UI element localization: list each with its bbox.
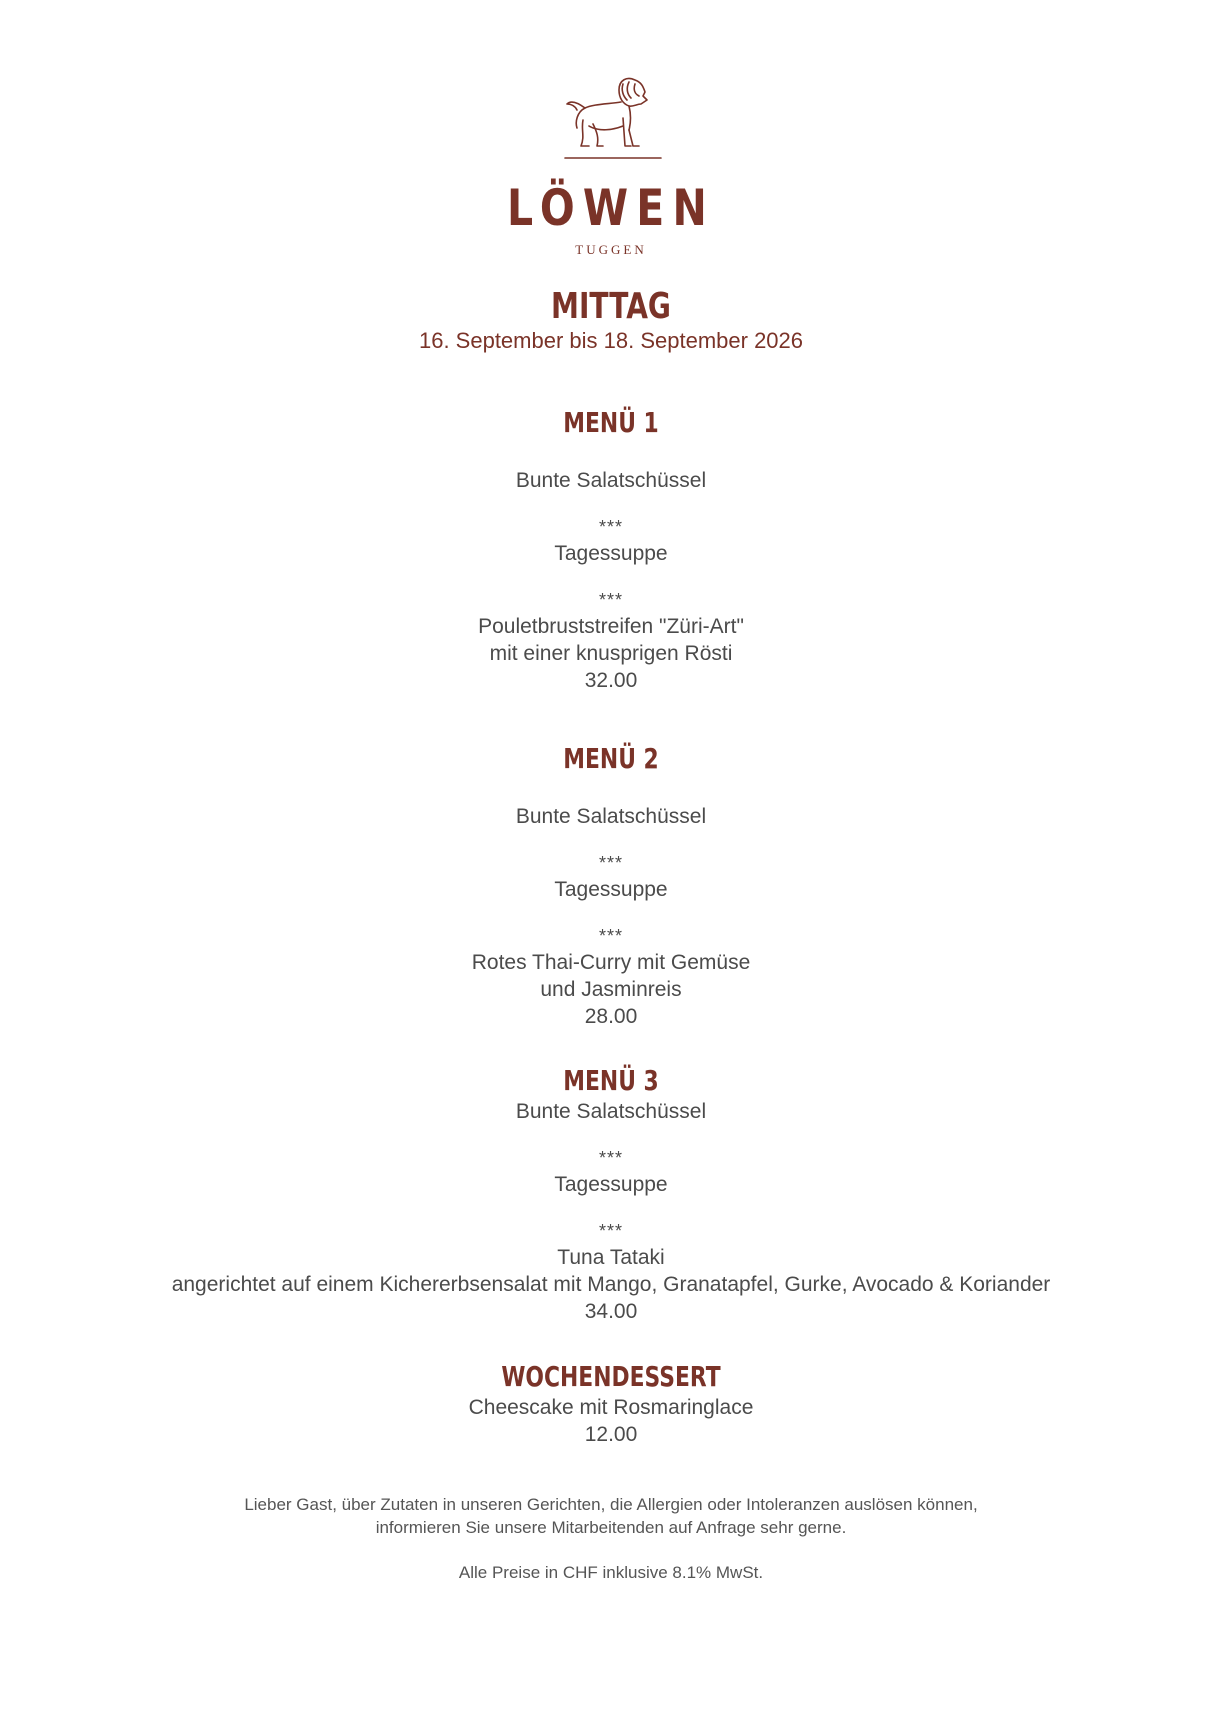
menu-1-starter: Bunte Salatschüssel [515, 469, 707, 492]
allergy-note-line-2: informieren Sie unsere Mitarbeitenden auf Anfrage sehr gerne. [375, 1518, 847, 1537]
date-range: 16. September bis 18. September 2026 [418, 328, 804, 353]
menu-2-main-line-2: und Jasminreis [540, 978, 682, 1001]
menu-1-main-line-2: mit einer knusprigen Rösti [489, 642, 733, 665]
brand-location: TUGGEN [575, 242, 647, 257]
price-note: Alle Preise in CHF inklusive 8.1% MwSt. [458, 1563, 764, 1582]
menu-3-starter: Bunte Salatschüssel [515, 1100, 707, 1123]
page-title: MITTAG [551, 286, 671, 327]
menu-1-soup: Tagessuppe [554, 542, 668, 565]
menu-3-soup: Tagessuppe [554, 1173, 668, 1196]
menu-1-title: MENÜ 1 [563, 406, 659, 439]
menu-1-price: 32.00 [584, 669, 638, 692]
menu-1-separator-2: *** [598, 590, 623, 610]
menu-2-main-line-1: Rotes Thai-Curry mit Gemüse [471, 951, 751, 974]
menu-3-main-line-2: angerichtet auf einem Kichererbsensalat mit Mango, Granatapfel, Gurke, Avocado & Koriander [171, 1273, 1051, 1296]
brand-name: LÖWEN [506, 179, 716, 237]
dessert-title: WOCHENDESSERT [501, 1360, 721, 1393]
menu-1-separator-1: *** [598, 517, 623, 537]
dessert-price: 12.00 [584, 1423, 638, 1446]
menu-3-separator-2: *** [598, 1221, 623, 1241]
menu-2-separator-2: *** [598, 926, 623, 946]
menu-2-price: 28.00 [584, 1005, 638, 1028]
menu-2-starter: Bunte Salatschüssel [515, 805, 707, 828]
menu-3-separator-1: *** [598, 1148, 623, 1168]
dessert-item: Cheescake mit Rosmaringlace [468, 1396, 754, 1419]
menu-3-title: MENÜ 3 [563, 1064, 659, 1097]
lion-icon [563, 74, 663, 168]
menu-1-main-line-1: Pouletbruststreifen "Züri-Art" [478, 615, 744, 638]
menu-2-soup: Tagessuppe [554, 878, 668, 901]
menu-2-title: MENÜ 2 [563, 742, 659, 775]
allergy-note-line-1: Lieber Gast, über Zutaten in unseren Gerichten, die Allergien oder Intoleranzen auslösen können, [244, 1495, 978, 1514]
menu-2-separator-1: *** [598, 853, 623, 873]
menu-3-main-line-1: Tuna Tataki [557, 1246, 665, 1269]
menu-3-price: 34.00 [584, 1300, 638, 1323]
